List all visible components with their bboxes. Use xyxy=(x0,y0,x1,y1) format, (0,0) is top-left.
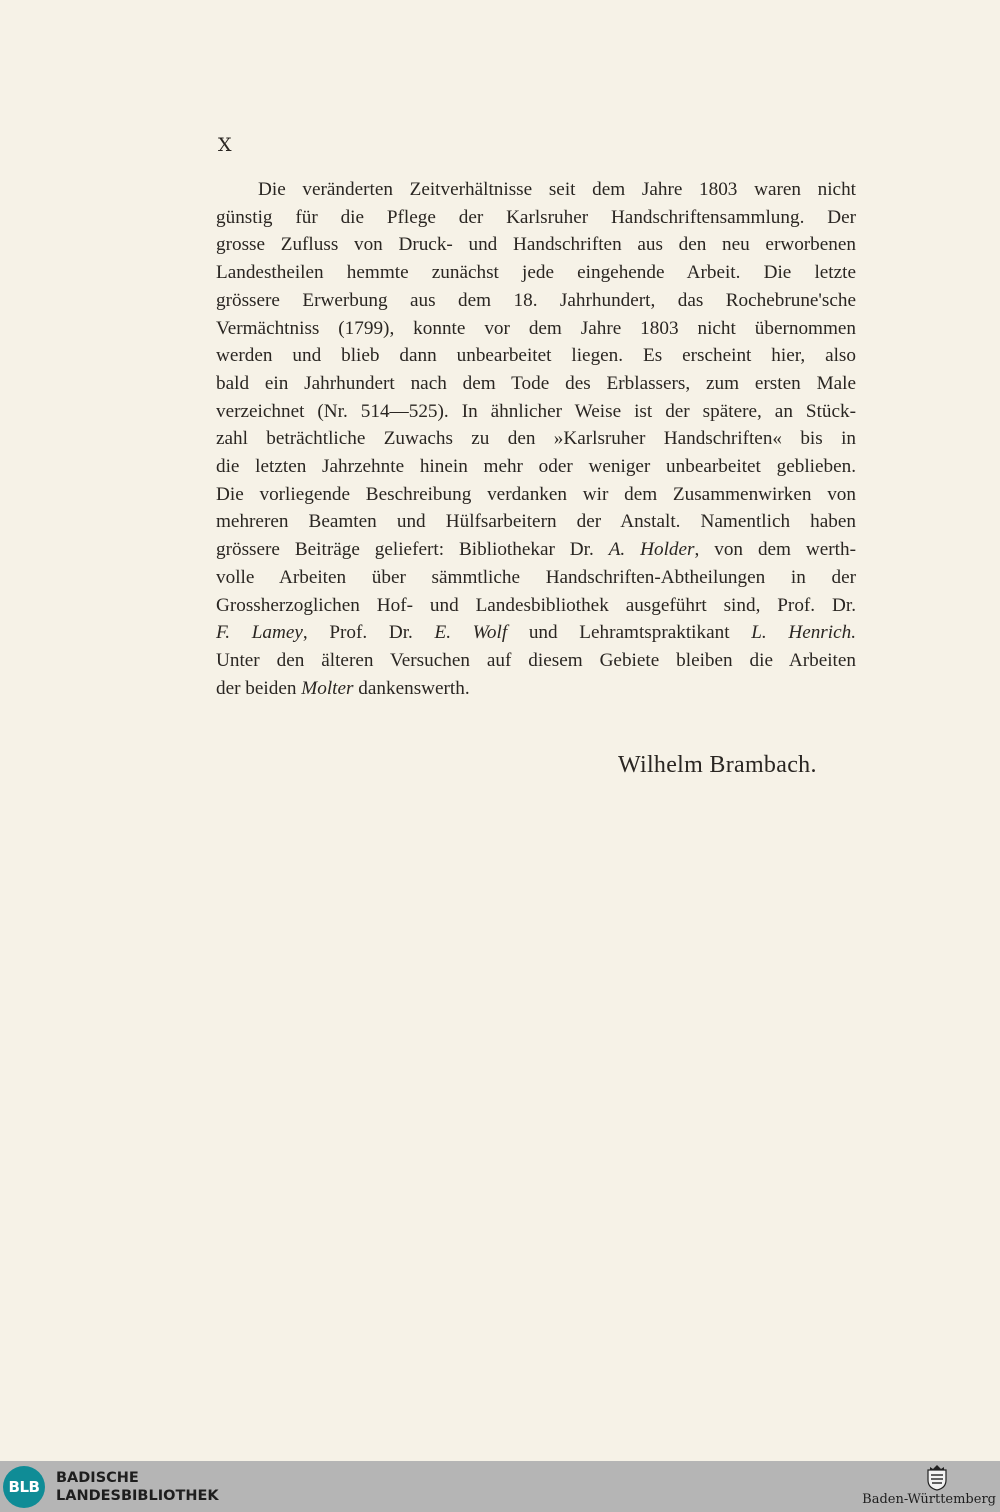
text-segment: und Lehramtspraktikant xyxy=(507,622,752,644)
blb-logo[interactable]: BLB xyxy=(3,1466,45,1508)
text-segment: dankenswerth. xyxy=(353,677,470,699)
body-text xyxy=(216,176,856,702)
state-crest-icon xyxy=(925,1463,949,1491)
text-segment: , von dem werth- xyxy=(694,539,856,561)
text-segment: grössere Beiträge geliefert: Bibliothekar Dr. xyxy=(216,539,609,561)
person-name: A. Holder xyxy=(608,539,695,561)
text-line: Vermächtniss (1799), konnte vor dem Jahre 1803 nicht übernommen xyxy=(216,317,856,339)
page-number: X xyxy=(218,134,233,156)
text-line: die letzten Jahrzehnte hinein mehr oder weniger unbearbeitet geblieben. xyxy=(216,456,856,478)
text-line: Unter den älteren Versuchen auf diesem Gebiete bleiben die Arbeiten xyxy=(216,649,856,671)
text-segment: der beiden xyxy=(216,677,302,699)
text-line xyxy=(216,536,856,564)
library-name-line1: BADISCHE xyxy=(56,1470,139,1486)
text-segment: , Prof. Dr. xyxy=(302,622,435,644)
text-line: zahl beträchtliche Zuwachs zu den »Karlsruher Handschriften« bis in xyxy=(216,428,856,450)
text-line: volle Arbeiten über sämmtliche Handschriften-Abtheilungen in der xyxy=(216,566,856,588)
library-name[interactable] xyxy=(56,1469,219,1505)
library-name-line2: LANDESBIBLIOTHEK xyxy=(56,1488,219,1504)
signature: Wilhelm Brambach. xyxy=(618,752,817,778)
person-name: F. Lamey xyxy=(216,622,303,644)
state-label: Baden-Württemberg xyxy=(862,1492,996,1507)
text-line: Grossherzoglichen Hof- und Landesbibliothek ausgeführt sind, Prof. Dr. xyxy=(216,594,856,616)
person-name: E. Wolf xyxy=(434,622,508,644)
text-line: verzeichnet (Nr. 514—525). In ähnlicher Weise ist der spätere, an Stück- xyxy=(216,400,856,422)
person-name: L. Henrich. xyxy=(751,622,857,644)
text-line xyxy=(216,619,856,647)
text-line: Landestheilen hemmte zunächst jede eingehende Arbeit. Die letzte xyxy=(216,262,856,284)
person-name: Molter xyxy=(301,677,354,699)
text-line: grosse Zufluss von Druck- und Handschriften aus den neu erworbenen xyxy=(216,234,856,256)
text-line xyxy=(216,675,856,703)
text-line: Die vorliegende Beschreibung verdanken wir dem Zusammenwirken von xyxy=(216,483,856,505)
text-line: bald ein Jahrhundert nach dem Tode des Erblassers, zum ersten Male xyxy=(216,372,856,394)
text-line: grössere Erwerbung aus dem 18. Jahrhundert, das Rochebrune'sche xyxy=(216,289,856,311)
text-line: günstig für die Pflege der Karlsruher Handschriftensammlung. Der xyxy=(216,206,856,228)
text-line: mehreren Beamten und Hülfsarbeitern der Anstalt. Namentlich haben xyxy=(216,511,856,533)
text-line: Die veränderten Zeitverhältnisse seit dem Jahre 1803 waren nicht xyxy=(258,179,856,200)
text-line: werden und blieb dann unbearbeitet liegen. Es erscheint hier, also xyxy=(216,345,856,367)
footer-bar xyxy=(0,1461,1000,1512)
